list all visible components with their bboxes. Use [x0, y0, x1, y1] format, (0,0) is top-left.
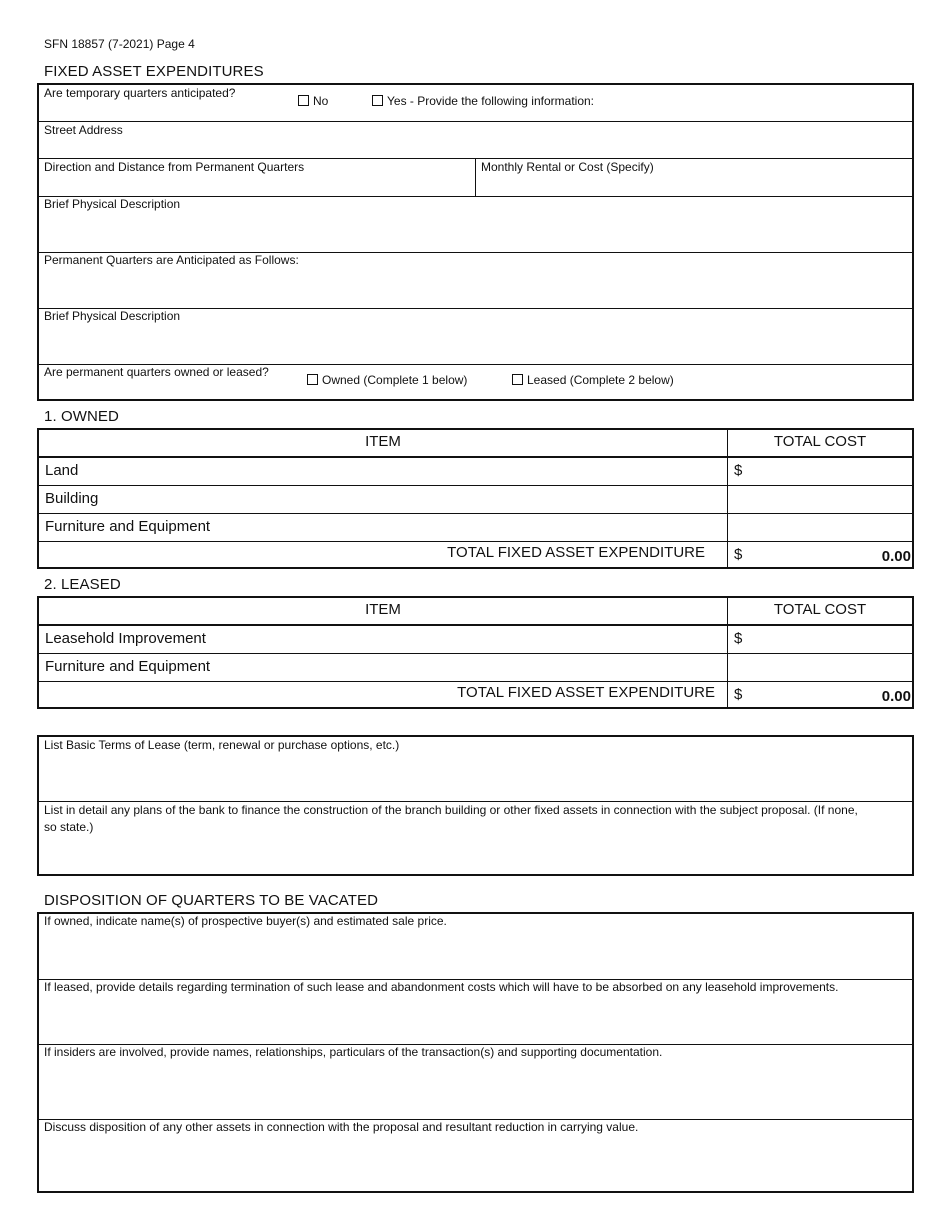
leased-row-furniture: Furniture and Equipment: [45, 658, 211, 675]
divider: [39, 653, 912, 654]
owned-row-land: Land: [45, 462, 79, 479]
dollar-sign: $: [734, 462, 743, 479]
permanent-quarters-label: Permanent Quarters are Anticipated as Follows:: [44, 253, 299, 267]
if-leased-field[interactable]: [44, 997, 904, 1042]
leased-total-label: TOTAL FIXED ASSET EXPENDITURE: [457, 684, 715, 701]
leased-checkbox[interactable]: [512, 374, 523, 385]
other-assets-field[interactable]: [44, 1137, 904, 1189]
dollar-sign: $: [734, 686, 743, 703]
divider: [39, 485, 912, 486]
divider: [39, 681, 912, 682]
leased-total-value: 0.00: [881, 688, 911, 705]
dollar-sign: $: [734, 546, 743, 563]
temp-quarters-no-option[interactable]: No: [298, 94, 328, 108]
disposition-section: [37, 912, 914, 1193]
direction-distance-label: Direction and Distance from Permanent Quarters: [44, 160, 305, 174]
divider: [39, 121, 912, 122]
land-cost-field[interactable]: [751, 460, 909, 482]
dollar-sign: $: [734, 630, 743, 647]
owned-table: [37, 428, 914, 569]
street-address-label: Street Address: [44, 123, 123, 137]
fixed-asset-expenditures-title: FIXED ASSET EXPENDITURES: [44, 63, 264, 80]
if-insiders-field[interactable]: [44, 1062, 904, 1117]
divider: [39, 624, 912, 626]
brief-description-label: Brief Physical Description: [44, 309, 181, 323]
leased-option[interactable]: Leased (Complete 2 below): [512, 373, 674, 387]
leased-title: 2. LEASED: [44, 576, 121, 593]
leased-table: [37, 596, 914, 709]
furniture-cost-field[interactable]: [734, 516, 909, 538]
leased-cost-header: TOTAL COST: [773, 601, 867, 618]
if-owned-label: If owned, indicate name(s) of prospective buyer(s) and estimated sale price.: [44, 914, 447, 928]
owned-title: 1. OWNED: [44, 408, 119, 425]
leasehold-cost-field[interactable]: [751, 628, 909, 650]
form-id: SFN 18857 (7-2021) Page 4: [44, 37, 195, 51]
perm-brief-description-field[interactable]: [44, 325, 904, 361]
divider: [39, 541, 912, 542]
temp-quarters-yes-option[interactable]: Yes - Provide the following information:: [372, 94, 594, 108]
if-insiders-label: If insiders are involved, provide names, relationships, particulars of the transaction(s) and supporting documentation.: [44, 1045, 663, 1059]
monthly-rental-field[interactable]: [481, 176, 906, 194]
other-assets-label: Discuss disposition of any other assets in connection with the proposal and resultant reduction in carrying value.: [44, 1120, 639, 1134]
divider: [475, 158, 476, 196]
disposition-title: DISPOSITION OF QUARTERS TO BE VACATED: [44, 892, 379, 909]
if-owned-field[interactable]: [44, 931, 904, 977]
permanent-quarters-field[interactable]: [44, 269, 904, 305]
owned-checkbox[interactable]: [307, 374, 318, 385]
owned-option[interactable]: Owned (Complete 1 below): [307, 373, 467, 387]
basic-terms-field[interactable]: [44, 755, 904, 799]
direction-distance-field[interactable]: [44, 176, 469, 194]
divider: [39, 513, 912, 514]
building-cost-field[interactable]: [734, 488, 909, 510]
owned-item-header: ITEM: [365, 433, 401, 450]
fixed-asset-section: [37, 83, 914, 401]
leased-row-leasehold: Leasehold Improvement: [45, 630, 206, 647]
owned-row-building: Building: [45, 490, 99, 507]
owned-total-label: TOTAL FIXED ASSET EXPENDITURE: [447, 544, 705, 561]
owned-total-value: 0.00: [881, 548, 911, 565]
lease-terms-section: [37, 735, 914, 876]
basic-terms-label: List Basic Terms of Lease (term, renewal or purchase options, etc.): [44, 738, 400, 752]
perm-quarters-question: Are permanent quarters owned or leased?: [44, 365, 269, 379]
leased-furniture-cost-field[interactable]: [734, 656, 909, 678]
brief-description-label: Brief Physical Description: [44, 197, 181, 211]
divider: [727, 430, 728, 567]
leased-item-header: ITEM: [365, 601, 401, 618]
owned-row-furniture: Furniture and Equipment: [45, 518, 211, 535]
finance-plans-label: List in detail any plans of the bank to finance the construction of the branch building or other fixed assets in connection with the subject proposal. (If none, so state.): [44, 803, 858, 834]
divider: [39, 456, 912, 458]
owned-cost-header: TOTAL COST: [773, 433, 867, 450]
temp-no-checkbox[interactable]: [298, 95, 309, 106]
monthly-rental-label: Monthly Rental or Cost (Specify): [481, 160, 654, 174]
street-address-field[interactable]: [44, 139, 904, 157]
temp-quarters-question: Are temporary quarters anticipated?: [44, 86, 236, 100]
temp-brief-description-field[interactable]: [44, 213, 904, 249]
temp-yes-checkbox[interactable]: [372, 95, 383, 106]
finance-plans-field[interactable]: [44, 837, 904, 871]
if-leased-label: If leased, provide details regarding termination of such lease and abandonment costs which will have to be absorbed on any leasehold improvements.: [44, 980, 839, 994]
